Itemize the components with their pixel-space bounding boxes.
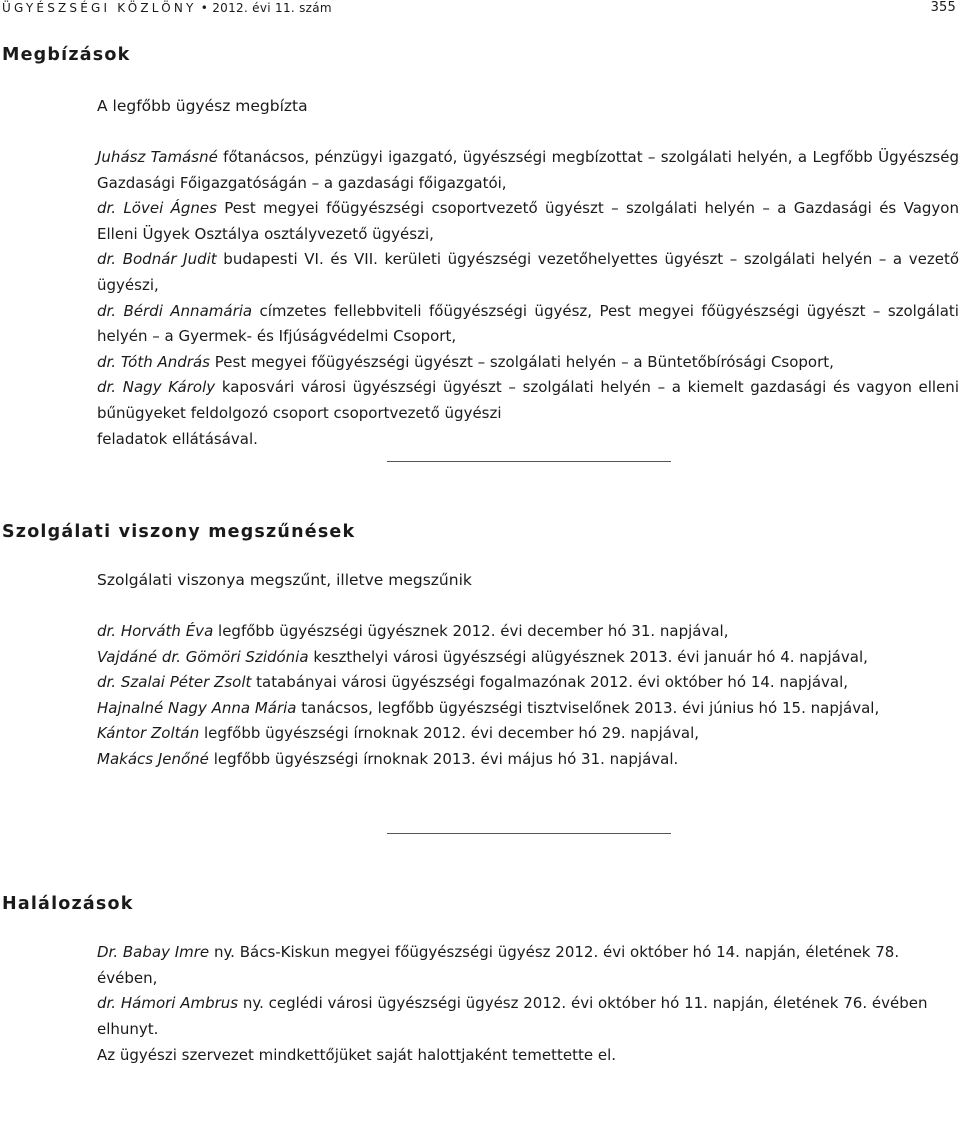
person-name: Babay Imre [122,943,210,961]
list-item [97,940,959,991]
person-name: Juhász Tamásné [97,148,218,166]
name-prefix: dr. [97,622,121,640]
list-item [97,991,959,1042]
entry-text: tatabányai városi ügyészségi fogalmazónak 2012. évi október hó 14. napjával, [251,673,849,692]
person-name: Szalai Péter Zsolt [120,673,252,692]
deaths-list [97,940,959,1042]
name-prefix: Dr. [97,943,123,961]
entry-text: legfőbb ügyészségi írnoknak 2013. évi május hó 31. napjával. [208,749,679,768]
list-item [97,696,959,722]
section-title-deaths: Halálozások [2,894,134,914]
list-item [97,299,959,350]
list-item [97,427,959,453]
list-item [97,721,959,747]
person-name: Lövei Ágnes [123,199,217,218]
name-prefix: dr. [97,250,123,269]
appointments-list [97,145,959,452]
entry-text: ny. ceglédi városi ügyészségi ügyész 2012. évi október hó 11. napján, életének 76. évében elhunyt. [97,994,928,1038]
name-prefix: dr. [97,352,121,371]
page-number: 355 [930,0,956,15]
name-prefix: dr. [97,994,121,1013]
entry-text: feladatok ellátásával. [97,429,258,448]
list-item [97,196,959,247]
entry-text: főtanácsos, pénzügyi igazgató, ügyészségi megbízottat – szolgálati helyén, a Legfőbb Ügyészség Gazdasági Főigazgatóságán – a gazdasági főigazgatói, [97,148,959,192]
person-name: Horváth Éva [120,622,214,640]
list-item [97,375,959,426]
person-name: Hajnalné Nagy Anna Mária [97,698,297,717]
person-name: Hámori Ambrus [120,994,239,1013]
header-bullet: • [200,1,209,15]
person-name: Tóth András [120,352,210,371]
journal-title: ÜGYÉSZSÉGI KÖZLÖNY [2,1,197,15]
entry-text: legfőbb ügyészségi írnoknak 2012. évi december hó 29. napjával, [199,724,700,743]
entry-text: Pest megyei főügyészségi csoportvezető ügyészt – szolgálati helyén – a Gazdasági és Vagyon Elleni Ügyek Osztálya osztályvezető ügyészi, [97,199,959,243]
person-name: Bérdi Annamária [123,301,253,320]
running-header [2,0,958,16]
section-title-appointments: Megbízások [2,45,131,65]
section-divider [387,833,671,834]
deaths-closing: Az ügyészi szervezet mindkettőjüket saját halottjaként temettette el. [97,1046,617,1064]
person-name: Vajdáné dr. Gömöri Szidónia [97,647,309,666]
entry-text: keszthelyi városi ügyészségi alügyésznek 2013. évi január hó 4. napjával, [308,647,868,666]
terminations-intro: Szolgálati viszonya megszűnt, illetve megszűnik [97,571,472,589]
entry-text: tanácsos, legfőbb ügyészségi tisztviselőnek 2013. évi június hó 15. napjával, [296,698,880,717]
list-item [97,670,959,696]
list-item [97,350,959,376]
entry-text: budapesti VI. és VII. kerületi ügyészségi vezetőhelyettes ügyészt – szolgálati helyén – a vezető ügyészi, [97,250,960,294]
entry-text: kaposvári városi ügyészségi ügyészt – szolgálati helyén – a kiemelt gazdasági és vagyon elleni bűnügyeket feldolgozó csoport csoportvezető ügyészi [97,378,959,422]
issue-label: 2012. évi 11. szám [212,1,332,15]
person-name: Bodnár Judit [122,250,217,269]
person-name: Kántor Zoltán [97,724,200,743]
list-item [97,247,959,298]
section-divider [387,461,671,462]
name-prefix: dr. [97,301,124,320]
person-name: Nagy Károly [122,378,216,397]
list-item [97,747,959,773]
list-item [97,619,959,645]
list-item [97,145,959,196]
entry-text: legfőbb ügyészségi ügyésznek 2012. évi december hó 31. napjával, [213,622,729,640]
name-prefix: dr. [97,199,124,218]
name-prefix: dr. [97,673,121,692]
entry-text: Pest megyei főügyészségi ügyészt – szolgálati helyén – a Büntetőbírósági Csoport, [209,352,834,371]
terminations-list [97,619,959,773]
entry-text: címzetes fellebbviteli főügyészségi ügyész, Pest megyei főügyészségi ügyészt – szolgálati helyén – a Gyermek- és Ifjúságvédelmi Csoport, [97,301,959,346]
appointments-intro: A legfőbb ügyész megbízta [97,97,308,115]
list-item [97,645,959,671]
person-name: Makács Jenőné [97,749,209,768]
section-title-terminations: Szolgálati viszony megszűnések [2,522,356,542]
entry-text: ny. Bács-Kiskun megyei főügyészségi ügyész 2012. évi október hó 14. napján, életének 78. évében, [97,943,900,987]
name-prefix: dr. [97,378,123,397]
